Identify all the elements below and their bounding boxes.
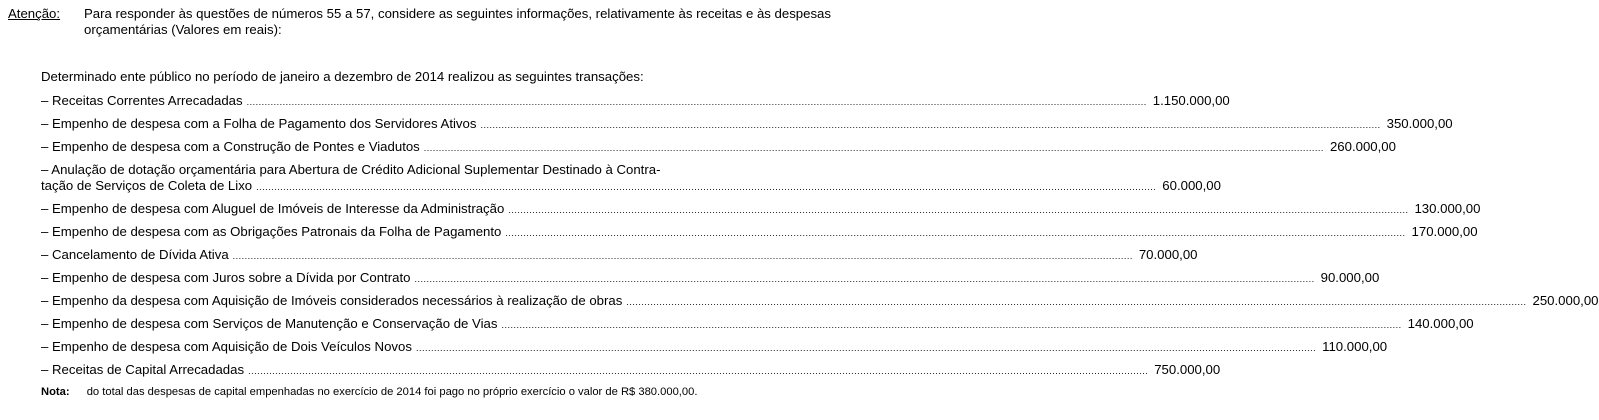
dot-leader: ............................................................................................................................................................................................................................................................................................................ [423, 143, 1324, 153]
transaction-label: – Empenho de despesa com Aluguel de Imóveis de Interesse da Administração [41, 201, 505, 216]
transactions-list [41, 93, 1599, 385]
transaction-label-line1: – Anulação de dotação orçamentária para Abertura de Crédito Adicional Suplementar Destinado à Contra- [41, 162, 661, 177]
transaction-label: – Empenho de despesa com as Obrigações Patronais da Folha de Pagamento [41, 224, 502, 239]
transaction-item [41, 362, 1221, 385]
transaction-item [41, 224, 1478, 247]
transaction-item [41, 201, 1481, 224]
transaction-label: – Empenho da despesa com Aquisição de Imóveis considerados necessários à realização de obras [41, 293, 623, 308]
note-label: Nota: [41, 386, 70, 398]
transaction-label: – Receitas de Capital Arrecadadas [41, 362, 245, 377]
dot-leader: ............................................................................................................................................................................................................................................................................................................ [626, 297, 1527, 307]
transaction-value: 110.000,00 [1322, 339, 1388, 354]
dot-leader: ............................................................................................................................................................................................................................................................................................................ [248, 366, 1149, 376]
transaction-value: 90.000,00 [1320, 270, 1380, 285]
transaction-item [41, 293, 1599, 316]
transaction-item [41, 247, 1198, 270]
transaction-value: 170.000,00 [1411, 224, 1478, 239]
transaction-value: 60.000,00 [1162, 178, 1221, 193]
attention-label: Atenção: [8, 6, 61, 21]
dot-leader: ............................................................................................................................................................................................................................................................................................................ [505, 228, 1406, 238]
transaction-value: 140.000,00 [1407, 316, 1474, 331]
transaction-value: 350.000,00 [1386, 116, 1453, 131]
note-text: do total das despesas de capital empenhadas no exercício de 2014 foi pago no próprio exercício o valor de R$ 380.000,00. [86, 386, 698, 398]
dot-leader: ............................................................................................................................................................................................................................................................................................................ [414, 274, 1315, 284]
transaction-item [41, 116, 1453, 139]
transaction-value: 250.000,00 [1532, 293, 1599, 308]
dot-leader: ............................................................................................................................................................................................................................................................................................................ [246, 97, 1147, 107]
dot-leader: ............................................................................................................................................................................................................................................................................................................ [232, 251, 1133, 261]
transaction-label: – Receitas Correntes Arrecadadas [41, 93, 243, 108]
dot-leader: ............................................................................................................................................................................................................................................................................................................ [501, 320, 1402, 330]
transaction-label: – Empenho de despesa com a Folha de Pagamento dos Servidores Ativos [41, 116, 477, 131]
attention-text: Para responder às questões de números 55 a 57, considere as seguintes informações, relativamente às receitas e às despesas orçamentárias (Valores em reais): [84, 6, 831, 37]
intro-text: Determinado ente público no período de janeiro a dezembro de 2014 realizou as seguintes transações: [41, 69, 644, 84]
transaction-label: – Cancelamento de Dívida Ativa [41, 247, 229, 262]
dot-leader: ............................................................................................................................................................................................................................................................................................................ [415, 343, 1317, 353]
transaction-value: 260.000,00 [1329, 139, 1396, 154]
transaction-value: 130.000,00 [1414, 201, 1481, 216]
transaction-item [41, 316, 1474, 339]
transaction-value: 70.000,00 [1138, 247, 1198, 262]
dot-leader: ............................................................................................................................................................................................................................................................................................................ [480, 120, 1381, 130]
transaction-item [41, 339, 1388, 362]
transaction-label: – Empenho de despesa com Aquisição de Dois Veículos Novos [41, 339, 412, 354]
transaction-item [41, 139, 1396, 162]
transaction-label: – Empenho de despesa com Serviços de Manutenção e Conservação de Vias [41, 316, 498, 331]
transaction-value: 750.000,00 [1154, 362, 1221, 377]
note [41, 386, 697, 398]
dot-leader: ............................................................................................................................................................................................................................................................................................................ [508, 205, 1409, 215]
transaction-item [41, 162, 1221, 201]
transaction-label: – Empenho de despesa com a Construção de Pontes e Viadutos [41, 139, 420, 154]
transaction-item [41, 93, 1230, 116]
transaction-label: tação de Serviços de Coleta de Lixo [41, 178, 253, 193]
transaction-label: – Empenho de despesa com Juros sobre a Dívida por Contrato [41, 270, 411, 285]
dot-leader: ............................................................................................................................................................................................................................................................................................................ [256, 182, 1157, 192]
transaction-value: 1.150.000,00 [1152, 93, 1230, 108]
transaction-item [41, 270, 1380, 293]
